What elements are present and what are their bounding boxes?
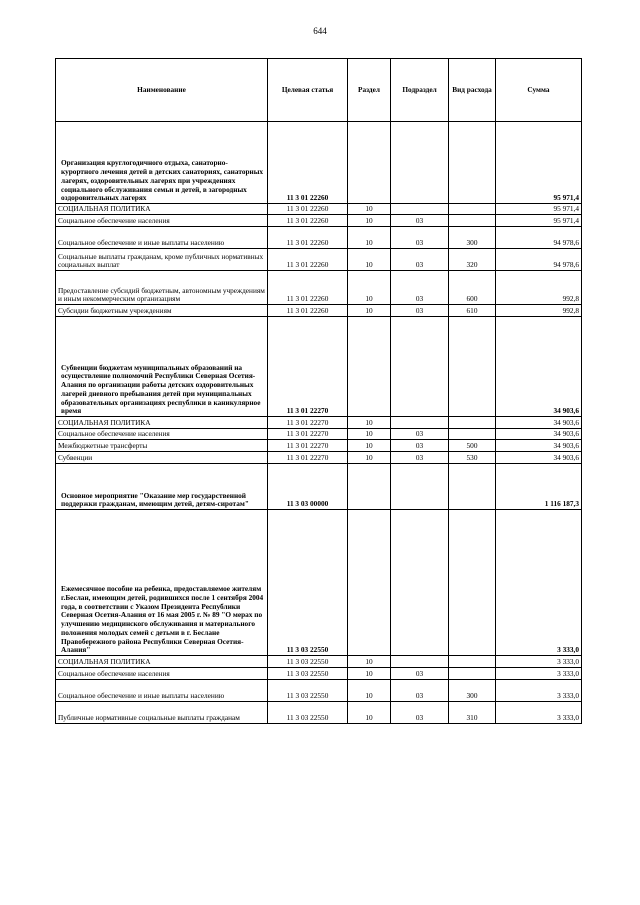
table-row [56,452,582,464]
row-expense-type-cell: 610 [449,305,496,317]
row-expense-type-cell [449,317,496,417]
row-subsection-cell [391,464,449,510]
row-expense-type-cell [449,417,496,429]
row-subsection-cell: 03 [391,452,449,464]
row-name-cell: Социальные выплаты гражданам, кроме публичных нормативных социальных выплат [56,249,268,271]
row-subsection-cell: 03 [391,271,449,305]
row-expense-type-cell [449,464,496,510]
header-target: Целевая статья [268,59,348,122]
table-row [56,510,582,656]
table-row [56,464,582,510]
row-target-cell: 11 3 01 22270 [268,440,348,452]
row-expense-type-cell: 600 [449,271,496,305]
row-sum-cell: 1 116 187,3 [496,464,582,510]
row-expense-type-cell [449,122,496,204]
row-sum-cell: 94 978,6 [496,249,582,271]
table-row [56,668,582,680]
row-target-cell: 11 3 03 22550 [268,668,348,680]
row-section-cell: 10 [348,668,391,680]
header-subsection: Подраздел [391,59,449,122]
table-row [56,305,582,317]
table-row [56,702,582,724]
row-target-cell: 11 3 01 22260 [268,204,348,215]
row-section-cell [348,122,391,204]
row-expense-type-cell: 530 [449,452,496,464]
table-row [56,656,582,668]
row-name-cell: Социальное обеспечение населения [56,668,268,680]
row-target-cell: 11 3 03 22550 [268,680,348,702]
row-section-cell [348,317,391,417]
row-sum-cell: 34 903,6 [496,429,582,440]
row-name-cell: Субсидии бюджетным учреждениям [56,305,268,317]
row-subsection-cell: 03 [391,429,449,440]
row-subsection-cell [391,417,449,429]
table-row [56,215,582,227]
row-expense-type-cell: 320 [449,249,496,271]
row-expense-type-cell: 300 [449,680,496,702]
row-target-cell: 11 3 01 22260 [268,227,348,249]
header-section: Раздел [348,59,391,122]
row-subsection-cell [391,656,449,668]
row-section-cell: 10 [348,227,391,249]
row-section-cell: 10 [348,452,391,464]
budget-table [55,58,582,724]
row-sum-cell: 992,8 [496,271,582,305]
table-row [56,317,582,417]
row-sum-cell: 3 333,0 [496,510,582,656]
row-section-cell: 10 [348,656,391,668]
row-name-cell: Социальное обеспечение и иные выплаты населению [56,680,268,702]
row-sum-cell: 95 971,4 [496,204,582,215]
page-number: 644 [313,26,327,36]
row-target-cell: 11 3 03 22550 [268,656,348,668]
row-section-cell [348,464,391,510]
row-name-cell: СОЦИАЛЬНАЯ ПОЛИТИКА [56,656,268,668]
header-name: Наименование [56,59,268,122]
row-subsection-cell: 03 [391,249,449,271]
row-target-cell: 11 3 01 22270 [268,452,348,464]
row-sum-cell: 3 333,0 [496,702,582,724]
row-expense-type-cell [449,215,496,227]
row-section-cell: 10 [348,440,391,452]
row-target-cell: 11 3 03 22550 [268,510,348,656]
row-expense-type-cell: 500 [449,440,496,452]
row-subsection-cell: 03 [391,702,449,724]
row-subsection-cell: 03 [391,227,449,249]
row-name-cell: Предоставление субсидий бюджетным, автономным учреждениям и иным некоммерческим организациям [56,271,268,305]
row-section-cell: 10 [348,249,391,271]
row-section-cell: 10 [348,271,391,305]
row-sum-cell: 34 903,6 [496,417,582,429]
row-sum-cell: 3 333,0 [496,656,582,668]
table-row [56,417,582,429]
row-sum-cell: 3 333,0 [496,668,582,680]
row-section-cell: 10 [348,429,391,440]
table-row [56,227,582,249]
table-row [56,440,582,452]
row-subsection-cell: 03 [391,668,449,680]
row-expense-type-cell: 310 [449,702,496,724]
row-name-cell: Организация круглогодичного отдыха, санаторно-курортного лечения детей в детских санаториях, санаторных лагерях, оздоровительных лагерях при учреждениях социального обслуживания семьи и детей, в загородных оздоровительных лагерях [56,122,268,204]
header-sum: Сумма [496,59,582,122]
row-subsection-cell: 03 [391,440,449,452]
row-name-cell: Субвенции бюджетам муниципальных образований на осуществление полномочий Республики Северная Осетия-Алания по организации работы детских оздоровительных лагерей дневного пребывания детей при муниципальных образовательных организациях республики в каникулярное время [56,317,268,417]
table-row [56,249,582,271]
row-target-cell: 11 3 01 22260 [268,271,348,305]
row-expense-type-cell [449,429,496,440]
row-expense-type-cell [449,204,496,215]
row-name-cell: Социальное обеспечение населения [56,429,268,440]
row-sum-cell: 34 903,6 [496,452,582,464]
row-section-cell: 10 [348,204,391,215]
row-sum-cell: 94 978,6 [496,227,582,249]
row-section-cell: 10 [348,305,391,317]
row-subsection-cell: 03 [391,680,449,702]
row-target-cell: 11 3 01 22260 [268,122,348,204]
row-section-cell: 10 [348,215,391,227]
row-target-cell: 11 3 01 22270 [268,317,348,417]
row-sum-cell: 34 903,6 [496,317,582,417]
row-subsection-cell [391,122,449,204]
table-row [56,122,582,204]
row-name-cell: Основное мероприятие "Оказание мер государственной поддержки гражданам, имеющим детей, детям-сиротам" [56,464,268,510]
row-name-cell: СОЦИАЛЬНАЯ ПОЛИТИКА [56,204,268,215]
row-target-cell: 11 3 01 22260 [268,215,348,227]
row-sum-cell: 34 903,6 [496,440,582,452]
row-name-cell: Публичные нормативные социальные выплаты гражданам [56,702,268,724]
row-subsection-cell [391,510,449,656]
row-expense-type-cell [449,656,496,668]
row-target-cell: 11 3 03 00000 [268,464,348,510]
row-target-cell: 11 3 01 22270 [268,417,348,429]
row-expense-type-cell [449,510,496,656]
row-name-cell: Межбюджетные трансферты [56,440,268,452]
table-row [56,271,582,305]
table-row [56,680,582,702]
row-section-cell: 10 [348,417,391,429]
row-sum-cell: 992,8 [496,305,582,317]
row-expense-type-cell: 300 [449,227,496,249]
row-name-cell: СОЦИАЛЬНАЯ ПОЛИТИКА [56,417,268,429]
row-section-cell [348,510,391,656]
table-row [56,204,582,215]
row-target-cell: 11 3 01 22260 [268,305,348,317]
row-target-cell: 11 3 01 22260 [268,249,348,271]
row-sum-cell: 95 971,4 [496,122,582,204]
row-sum-cell: 95 971,4 [496,215,582,227]
row-name-cell: Ежемесячное пособие на ребенка, предоставляемое жителям г.Беслан, имеющим детей, родившихся после 1 сентября 2004 года, в соответствии с Указом Президента Республики Северная Осетия-Алания от 16 мая 2005 г. № 89 "О мерах по улучшению медицинского обслуживания и материального положения молодых семей с детьми в г. Беслане Правобережного района Республики Северная Осетия-Алания" [56,510,268,656]
row-sum-cell: 3 333,0 [496,680,582,702]
row-section-cell: 10 [348,702,391,724]
row-expense-type-cell [449,668,496,680]
row-subsection-cell [391,317,449,417]
row-target-cell: 11 3 01 22270 [268,429,348,440]
row-name-cell: Социальное обеспечение населения [56,215,268,227]
row-name-cell: Субвенции [56,452,268,464]
row-target-cell: 11 3 03 22550 [268,702,348,724]
table-row [56,429,582,440]
row-subsection-cell [391,204,449,215]
row-section-cell: 10 [348,680,391,702]
header-expense-type: Вид расхода [449,59,496,122]
row-subsection-cell: 03 [391,215,449,227]
table-header-row [56,59,582,122]
row-subsection-cell: 03 [391,305,449,317]
row-name-cell: Социальное обеспечение и иные выплаты населению [56,227,268,249]
